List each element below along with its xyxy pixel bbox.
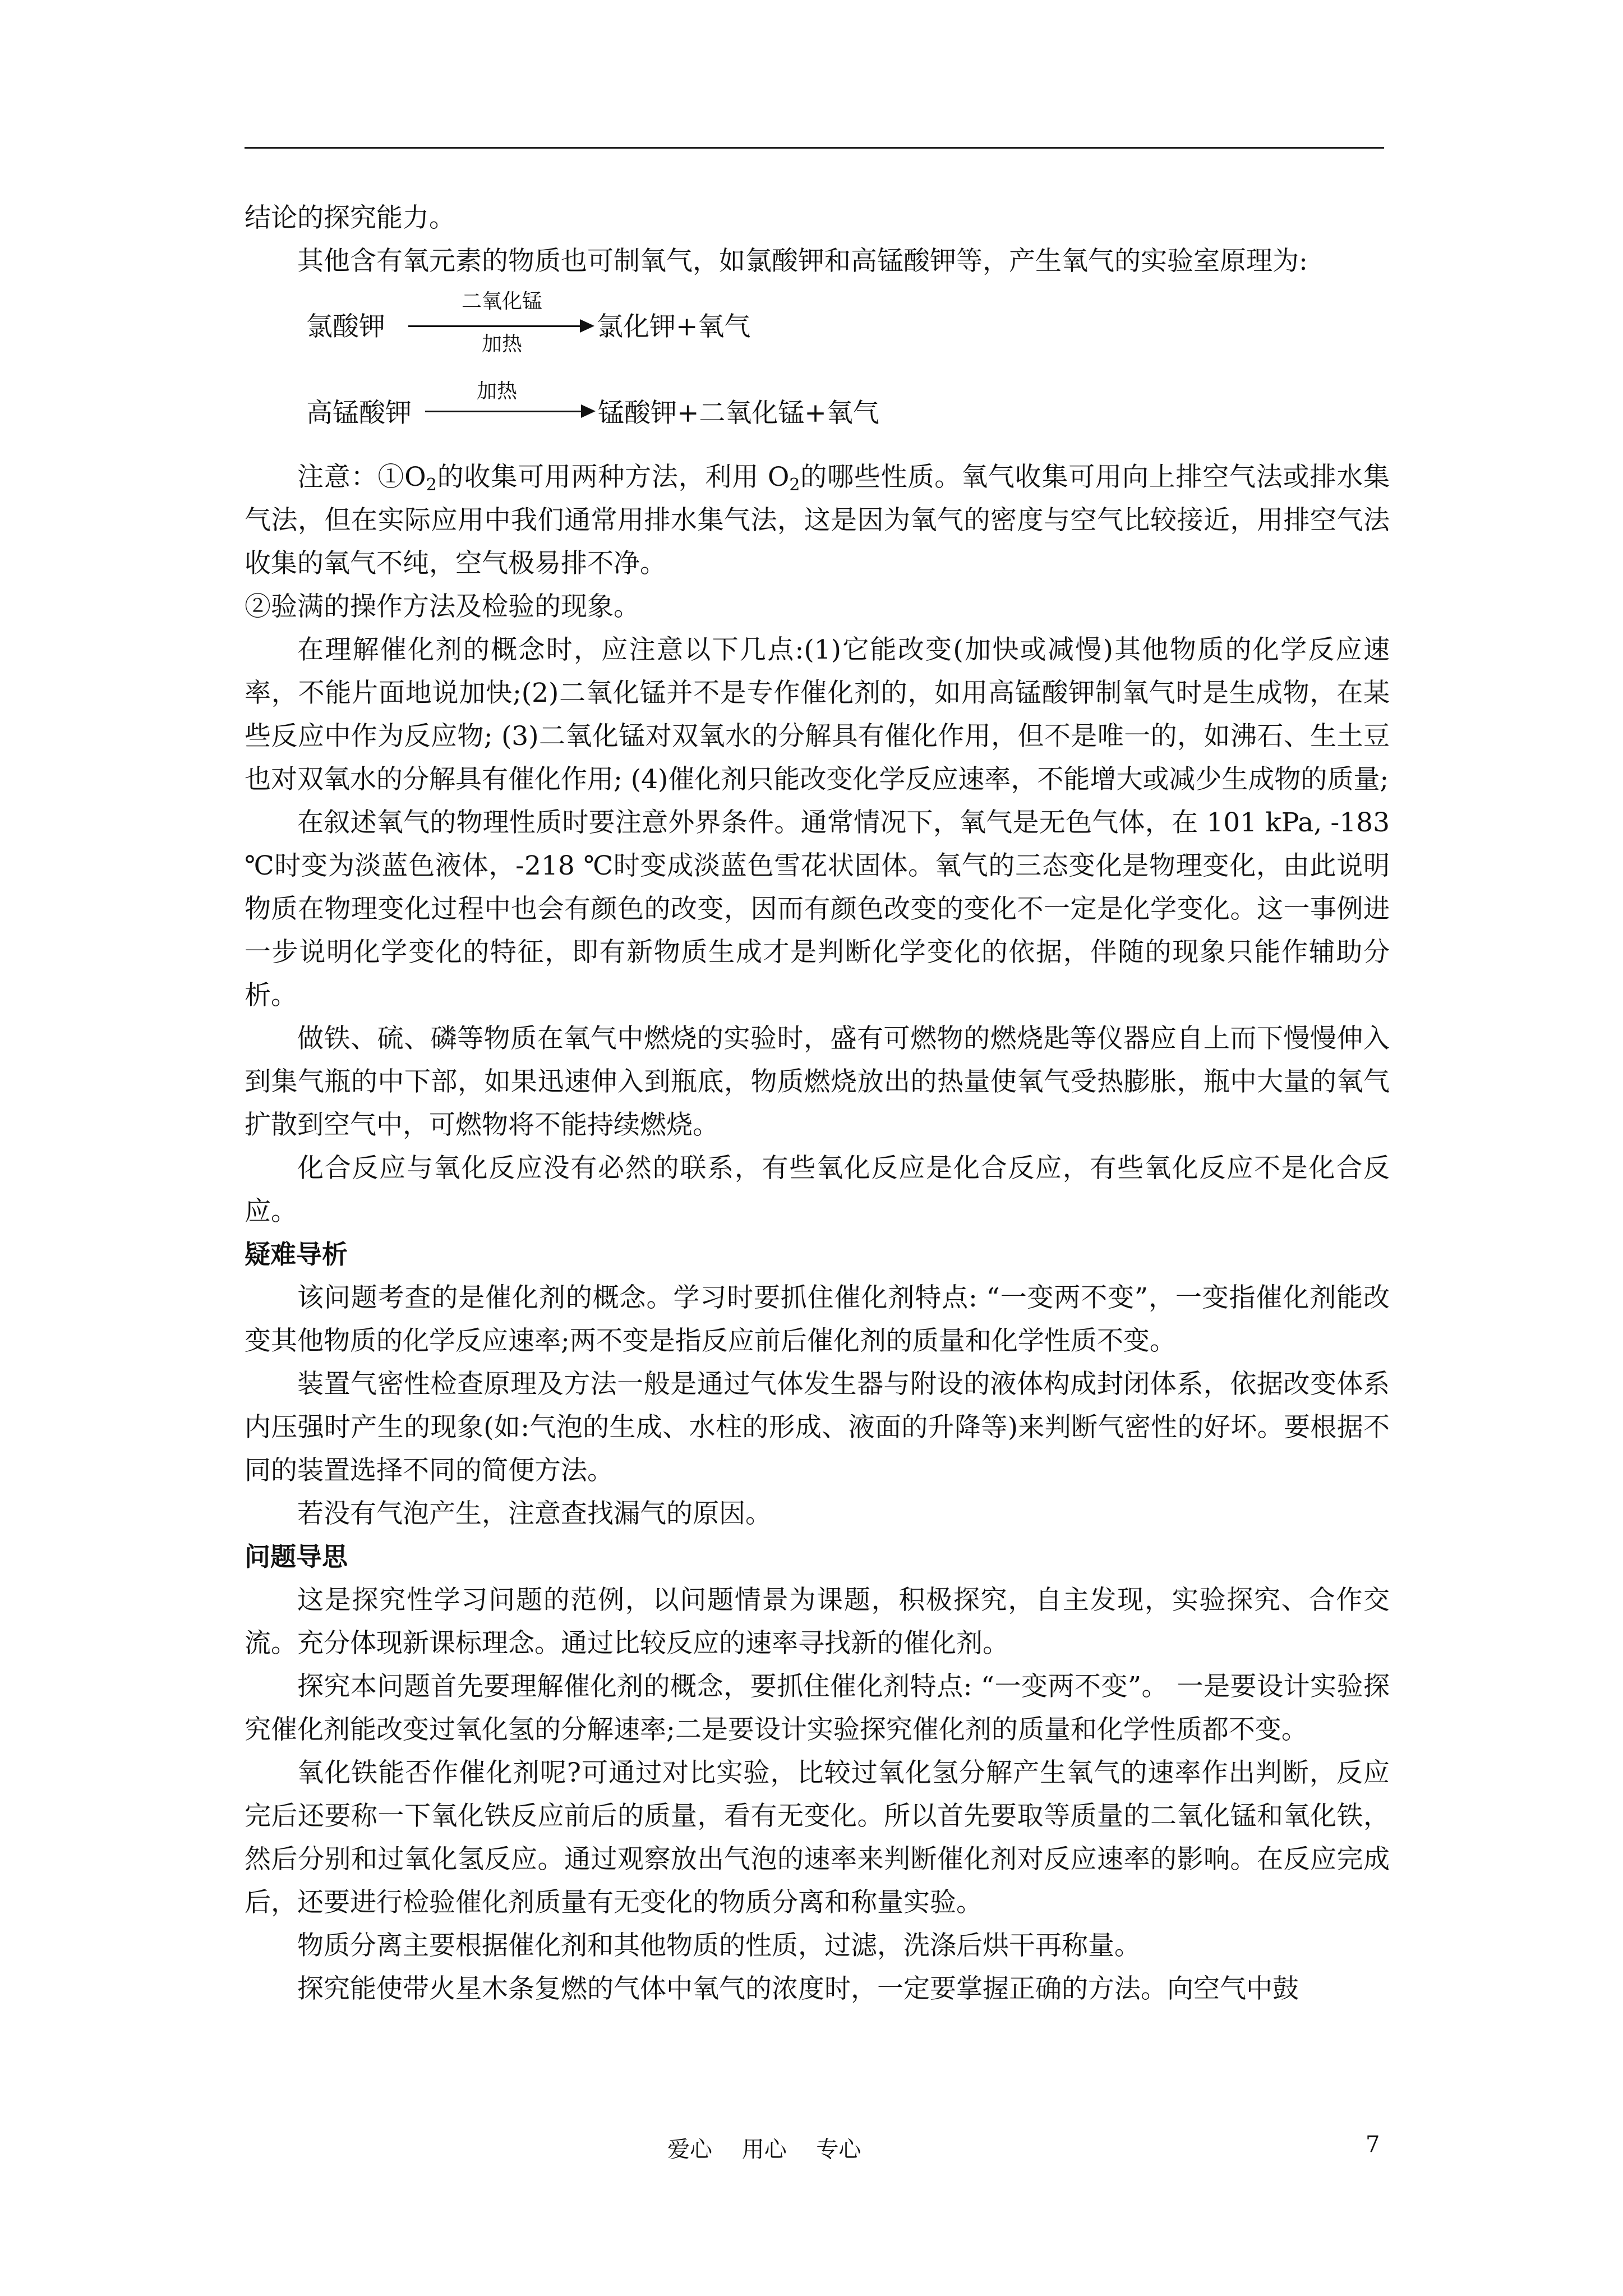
paragraph: 做铁、硫、磷等物质在氧气中燃烧的实验时，盛有可燃物的燃烧匙等仪器应自上而下慢慢伸入到集气瓶的中下部，如果迅速伸入到瓶底，物质燃烧放出的热量使氧气受热膨胀，瓶中大量的氧气扩散到空气中，可燃物将不能持续燃烧。	[245, 1023, 1390, 1140]
equation-products: 氯化钾+氧气	[597, 311, 751, 342]
paragraph: 探究能使带火星木条复燃的气体中氧气的浓度时，一定要掌握正确的方法。向空气中鼓	[297, 1973, 1299, 2004]
paragraph: 其他含有氧元素的物质也可制氧气，如氯酸钾和高锰酸钾等，产生氧气的实验室原理为:	[297, 246, 1308, 277]
section-heading: 疑难导析	[245, 1239, 348, 1269]
paragraph: 氧化铁能否作催化剂呢?可通过对比实验，比较过氧化氢分解产生氧气的速率作出判断，反应完后还要称一下氧化铁反应前后的质量，看有无变化。所以首先要取等质量的二氧化锰和氧化铁，然后分别和过氧化氢反应。通过观察放出气泡的速率来判断催化剂对反应速率的影响。在反应完成后，还要进行检验催化剂质量有无变化的物质分离和称量实验。	[245, 1757, 1390, 1918]
paragraph: 化合反应与氧化反应没有必然的联系，有些氧化反应是化合反应，有些氧化反应不是化合反应。	[245, 1153, 1390, 1227]
equation-reactant: 高锰酸钾	[306, 398, 412, 429]
paragraph: 若没有气泡产生，注意查找漏气的原因。	[297, 1498, 772, 1529]
section-heading: 问题导思	[245, 1542, 348, 1572]
equation-condition-label: 加热	[481, 333, 522, 356]
document-body	[245, 196, 1390, 2010]
paragraph-note: 注意：$①O_2$的收集可用两种方法，利用 $O_2$的哪些性质。氧气收集可用向上排空气法或排水集气法，但在实际应用中我们通常用排水集气法，这是因为氧气的密度与空气比较接近，用排空气法收集的氧气不纯，空气极易排不净。	[245, 462, 1390, 579]
paragraph: 探究本问题首先要理解催化剂的概念，要抓住催化剂特点: “一变两不变”。 一是要设计实验探究催化剂能改变过氧化氢的分解速率;二是要设计实验探究催化剂的质量和化学性质都不变。	[245, 1671, 1390, 1745]
equation-condition-label: 加热	[476, 380, 517, 403]
page-number: 7	[1366, 2132, 1380, 2157]
paragraph: 这是探究性学习问题的范例，以问题情景为课题，积极探究，自主发现，实验探究、合作交流。充分体现新课标理念。通过比较反应的速率寻找新的催化剂。	[245, 1585, 1390, 1659]
header-rule	[245, 147, 1384, 149]
paragraph: 在理解催化剂的概念时，应注意以下几点:(1)它能改变(加快或减慢)其他物质的化学反应速率，不能片面地说加快;(2)二氧化锰并不是专作催化剂的，如用高锰酸钾制氧气时是生成物，在某些反应中作为反应物; (3)二氧化锰对双氧水的分解具有催化作用，但不是唯一的，如沸石、生土豆也对双氧水的分解具有催化作用; (4)催化剂只能改变化学反应速率，不能增大或减少生成物的质量;	[245, 634, 1390, 795]
equation-potassium-permanganate	[245, 369, 1390, 455]
paragraph: 物质分离主要根据催化剂和其他物质的性质，过滤，洗涤后烘干再称量。	[297, 1930, 1141, 1961]
paragraph: 在叙述氧气的物理性质时要注意外界条件。通常情况下，氧气是无色气体，在 101 kPa, -183 ℃时变为淡蓝色液体，-218 ℃时变成淡蓝色雪花状固体。氧气的三态变化是物理变化，由此说明物质在物理变化过程中也会有颜色的改变，因而有颜色改变的变化不一定是化学变化。这一事例进一步说明化学变化的特征，即有新物质生成才是判断化学变化的依据，伴随的现象只能作辅助分析。	[245, 807, 1390, 1011]
paragraph: 装置气密性检查原理及方法一般是通过气体发生器与附设的液体构成封闭体系，依据改变体系内压强时产生的现象(如:气泡的生成、水柱的形成、液面的升降等)来判断气密性的好坏。要根据不同的装置选择不同的简便方法。	[245, 1369, 1390, 1486]
paragraph: 该问题考查的是催化剂的概念。学习时要抓住催化剂特点: “一变两不变”，一变指催化剂能改变其他物质的化学反应速率;两不变是指反应前后催化剂的质量和化学性质不变。	[245, 1282, 1390, 1356]
footer-motto: 爱心 用心 专心	[667, 2137, 861, 2162]
arrow-head-icon	[581, 404, 596, 418]
page-footer	[0, 2132, 1623, 2165]
equation-reactant: 氯酸钾	[306, 311, 385, 342]
equation-potassium-chlorate	[245, 283, 1390, 369]
paragraph: 结论的探究能力。	[245, 203, 455, 233]
reaction-arrow	[425, 411, 583, 412]
reaction-arrow	[408, 325, 582, 327]
equation-products: 锰酸钾+二氧化锰+氧气	[598, 398, 879, 429]
paragraph: ②验满的操作方法及检验的现象。	[245, 591, 640, 622]
equation-catalyst-label: 二氧化锰	[461, 290, 542, 313]
arrow-head-icon	[580, 319, 594, 333]
